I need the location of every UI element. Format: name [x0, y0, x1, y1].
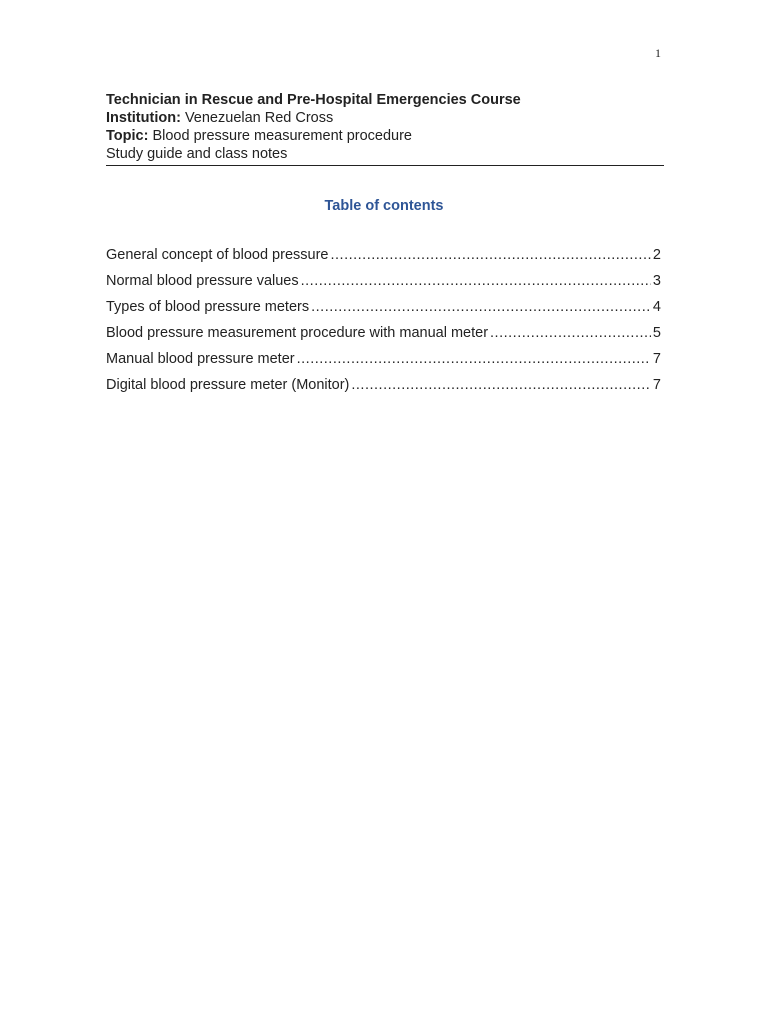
toc-leader-dots — [311, 298, 651, 316]
toc-leader-dots — [490, 324, 651, 342]
topic-value: Blood pressure measurement procedure — [152, 128, 412, 144]
page-number: 1 — [655, 46, 661, 60]
toc-entry[interactable] — [106, 376, 661, 402]
institution-value: Venezuelan Red Cross — [184, 110, 334, 126]
toc-entry[interactable] — [106, 350, 661, 376]
toc-leader-dots — [301, 272, 651, 290]
document-header — [106, 91, 664, 166]
toc-entry-text: Digital blood pressure meter (Monitor) — [106, 377, 350, 393]
course-title: Technician in Rescue and Pre-Hospital Emergencies Course — [106, 92, 521, 108]
toc-entry-text: Normal blood pressure values — [106, 273, 299, 289]
topic-label: Topic: — [106, 128, 149, 144]
toc-entry-page: 2 — [652, 247, 661, 263]
toc-entry-page: 5 — [652, 325, 661, 341]
toc-entry[interactable] — [106, 246, 661, 272]
toc-leader-dots — [330, 246, 650, 264]
toc-entry-text: General concept of blood pressure — [106, 247, 329, 263]
toc-title: Table of contents — [324, 198, 444, 214]
table-of-contents — [106, 246, 661, 402]
toc-entry[interactable] — [106, 272, 661, 298]
topic-line — [106, 127, 664, 145]
institution-label: Institution: — [106, 110, 181, 126]
toc-entry-text: Manual blood pressure meter — [106, 351, 295, 367]
toc-entry-page: 4 — [652, 299, 661, 315]
toc-entry-text: Types of blood pressure meters — [106, 299, 310, 315]
document-subtitle: Study guide and class notes — [106, 146, 288, 162]
toc-entry-page: 7 — [652, 351, 661, 367]
toc-entry[interactable] — [106, 324, 661, 350]
toc-entry-page: 3 — [652, 273, 661, 289]
toc-leader-dots — [351, 376, 651, 394]
toc-entry-text: Blood pressure measurement procedure with manual meter — [106, 325, 489, 341]
toc-entry[interactable] — [106, 298, 661, 324]
institution-line — [106, 109, 664, 127]
toc-entry-page: 7 — [652, 377, 661, 393]
toc-leader-dots — [297, 350, 651, 368]
